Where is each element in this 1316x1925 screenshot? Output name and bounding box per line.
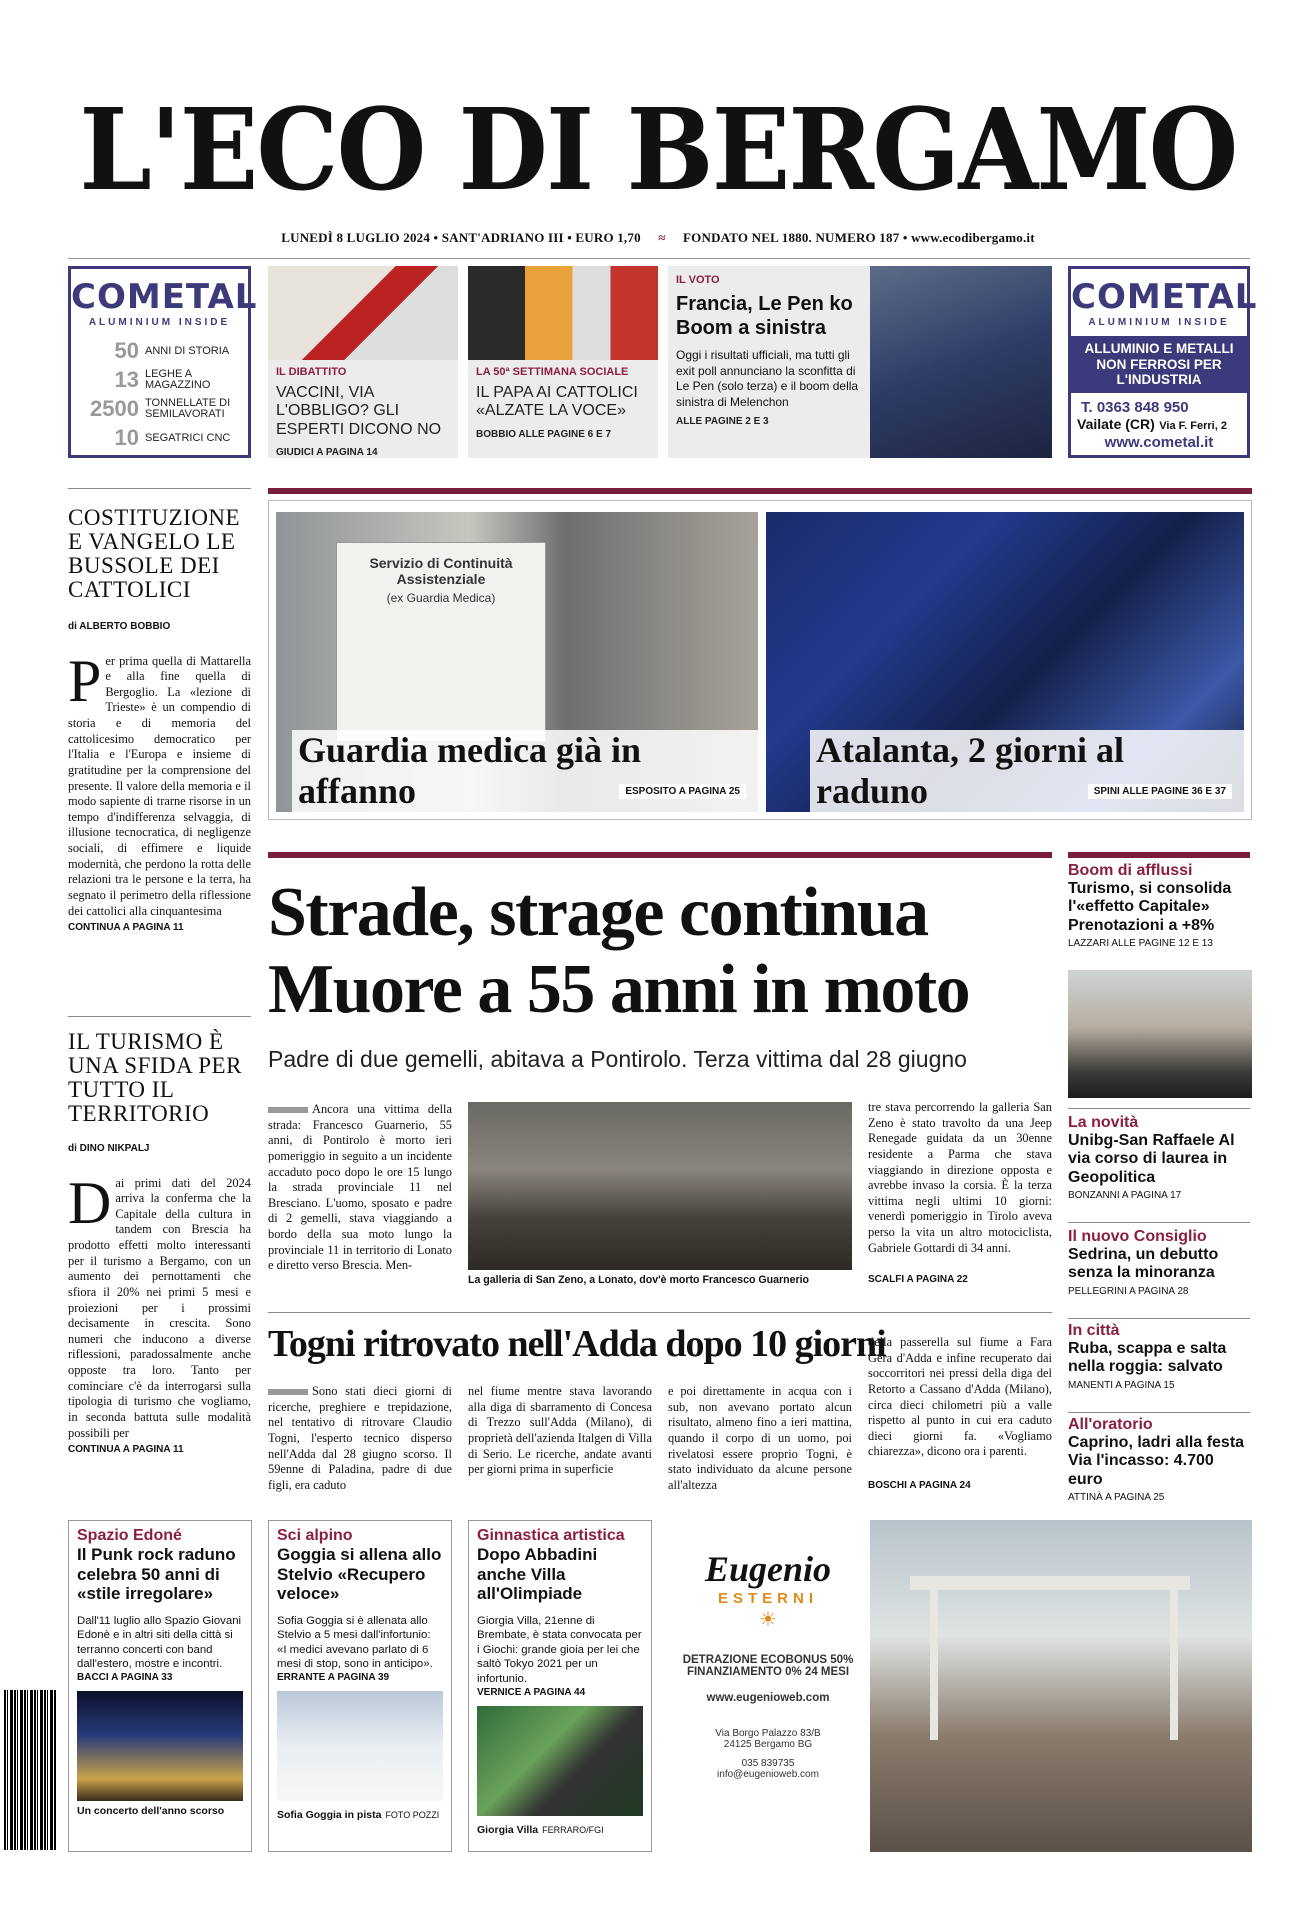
teaser-francia[interactable] [668, 266, 1052, 458]
eugenio-phone: 035 839735 [741, 1758, 795, 1769]
eugenio-web[interactable]: www.eugenioweb.com [706, 1692, 830, 1704]
eugenio-email: info@eugenioweb.com [717, 1769, 819, 1780]
pergola-photo [870, 1520, 1252, 1852]
eugenio-text-panel [668, 1520, 868, 1852]
sign-board [336, 542, 546, 742]
continua-link[interactable]: CONTINUA A PAGINA 11 [68, 1444, 184, 1456]
eugenio-address2: 24125 Bergamo BG [723, 1739, 813, 1750]
section-rule [1068, 852, 1250, 858]
second-column-2: nel fiume mentre stava lavorando alla diga di sbarramento di Concesa di Trezzo sull'Adda (Milano), di proprietà dell'azienda Italgen di Villa di Serio. Le ricerche, andate avanti per giorni prima in superficie [468, 1384, 652, 1477]
section-rule [268, 852, 1052, 858]
second-column-4: della passerella sul fiume a Fara Gera d'Adda e infine recuperato dai soccorritori nei pressi della diga del Retorto a Cassano d'Adda (Milano), circa dieci chilometri più a valle rispetto al punto in cui era caduto dieci giorni fa. «Vogliamo chiarezza», dicono ora i parenti. [868, 1335, 1052, 1459]
cometal-phone: T. 0363 848 950 [1081, 398, 1189, 416]
box-goggia[interactable]: Sci alpino Goggia si allena allo Stelvio «Recupero veloce» Sofia Goggia si è allenata allo Stelvio a 5 mesi dall'infortunio: «I medici avevano parlato di 6 mesi di stop, sono in anticipo». ERRANTE A PAGINA 39 Sofia Goggia in pista FOTO POZZI [268, 1520, 452, 1852]
eugenio-line1: DETRAZIONE ECOBONUS 50% [682, 1654, 854, 1666]
teaser-photo [268, 266, 458, 360]
editorial-text: Per prima quella di Mattarella e alla fine quella di Bergoglio. La «lezione di Trieste» è un compendio di storia e di memoria del cattolicesimo democratico per l'Italia e l'Europa e insieme di gratitudine per la comprensione del presente. Il valore della memoria e il modo sapiente di trarne risorse in un tempo d'indifferenza selvaggia, di illusione tecnocratica, di negligenze sociali, di effimere e liquide modernità, che perdono la rotta delle relazioni tra le persone e la terra, ha segnato il perimetro della riflessione dei cattolici alla cinquantesima [68, 647, 251, 918]
sign-subtitle: (ex Guardia Medica) [386, 591, 496, 605]
teaser-ref: BOBBIO ALLE PAGINE 6 E 7 [476, 428, 612, 440]
lead-subhead: Padre di due gemelli, abitava a Pontirolo. Terza vittima dal 28 giugno [268, 1046, 967, 1072]
cometal-logo: COMETAL [1071, 277, 1258, 317]
stat-row: 2500 TONNELLATE DI SEMILAVORATI [90, 396, 231, 421]
editorial-title: IL TURISMO È UNA SFIDA PER TUTTO IL TERRITORIO [68, 1029, 242, 1127]
teaser-kicker: IL VOTO [676, 274, 720, 286]
stat-row: 10 SEGATRICI CNC [114, 425, 231, 450]
second-ref[interactable]: BOSCHI A PAGINA 24 [868, 1480, 971, 1491]
photo-caption: Atalanta, 2 giorni al raduno [810, 730, 1244, 812]
teaser-kicker: LA 50ª SETTIMANA SOCIALE [476, 366, 629, 378]
teaser-text: Oggi i risultati ufficiali, ma tutti gli exit poll annunciano la sconfitta di Le Pen (solo terza) e il boom della sinistra di Melenchon [676, 348, 859, 409]
photo-turisti [1068, 970, 1252, 1098]
photo-caption: Guardia medica già in affanno [292, 730, 758, 812]
eugenio-line2: FINANZIAMENTO 0% 24 MESI [686, 1666, 850, 1678]
column-divider [68, 1016, 251, 1017]
ribbon-icon: ≈ [658, 230, 666, 245]
box-photo [77, 1691, 243, 1801]
sidebar-divider [1068, 1108, 1250, 1109]
section-rule [268, 488, 1252, 494]
sidebar-item-unibg[interactable]: La novità Unibg-San Raffaele Al via corso di laurea in Geopolitica BONZANNI A PAGINA 17 [1068, 1114, 1235, 1202]
eugenio-logo: Eugenio [704, 1549, 832, 1589]
photo-atalanta[interactable] [766, 512, 1244, 812]
pergola-post [930, 1590, 938, 1740]
barcode [4, 1690, 56, 1850]
photo-guardia-medica[interactable] [276, 512, 758, 812]
ad-cometal-left[interactable] [68, 266, 258, 458]
top-divider [68, 258, 1250, 259]
lead-headline-2[interactable]: Muore a 55 anni in moto [268, 951, 970, 1028]
ad-cometal-right[interactable] [1068, 266, 1258, 458]
teaser-photo [468, 266, 658, 360]
box-villa[interactable]: Ginnastica artistica Dopo Abbadini anche Villa all'Olimpiade Giorgia Villa, 21enne di Brembate, è stata convocata per i Giochi: grande gioia per lei che saltò Tokyo 2021 per un infortunio. VERNICE A PAGINA 44 Giorgia Villa FERRARO/FGI [468, 1520, 652, 1852]
dateline [0, 230, 1316, 246]
column-divider [68, 488, 251, 489]
melenchon-photo [870, 266, 1052, 458]
box-punk-rock[interactable]: Spazio Edoné Il Punk rock raduno celebra 50 anni di «stile irregolare» Dall'11 luglio allo Spazio Giovani Edonè e in altri siti della città si terranno concerti con band dall'estero, mostre e incontri. BACCI A PAGINA 33 Un concerto dell'anno scorso [68, 1520, 252, 1852]
teaser-papa[interactable] [468, 266, 658, 458]
dropcap: D [68, 1169, 112, 1236]
cometal-address: Vailate (CR) Via F. Ferri, 2 [1077, 415, 1227, 432]
teaser-headline: IL PAPA AI CATTOLICI «ALZATE LA VOCE» [476, 384, 638, 420]
photo-galleria[interactable] [468, 1102, 852, 1270]
photo-caption: La galleria di San Zeno, a Lonato, dov'è morto Francesco Guarnerio [468, 1274, 810, 1286]
sidebar-divider [1068, 1318, 1250, 1319]
box-photo [277, 1691, 443, 1801]
lead-column-1: Ancora una vittima della strada: Francesco Guarnerio, 55 anni, di Pontirolo è morto ieri pomeriggio in seguito a un incidente accaduto poco dopo le ore 15 lungo la strada provinciale 11 nel Bresciano. L'uomo, sposato e padre di 2 gemelli, stava viaggiando a bordo della sua moto lungo la provinciale 11 in territorio di Lonato e diretto verso Brescia. Men- [268, 1102, 452, 1273]
sidebar-divider [1068, 1222, 1250, 1223]
photo-ref: ESPOSITO A PAGINA 25 [619, 784, 746, 799]
teaser-kicker: IL DIBATTITO [276, 366, 347, 378]
sidebar-divider [1068, 1412, 1250, 1413]
dateline-left: LUNEDÌ 8 LUGLIO 2024 • SANT'ADRIANO III • EURO 1,70 [281, 230, 641, 245]
ad-eugenio[interactable] [668, 1520, 1252, 1852]
stat-row: 13 LEGHE A MAGAZZINO [114, 367, 211, 392]
sidebar-item-sedrina[interactable]: Il nuovo Consiglio Sedrina, un debutto senza la minoranza PELLEGRINI A PAGINA 28 [1068, 1228, 1219, 1297]
dropcap: P [68, 647, 102, 714]
editorial-text: Dai primi dati del 2024 arriva la conferma che la Capitale della cultura in tandem con Brescia ha prodotto effetti molto interessanti per il turismo a Bergamo, con un aumento dei pernottamenti che sfiora il 20% nei primi 5 mesi e proiezioni per i prossimi decisamente in crescita. Sono numeri che inducono a diverse riflessioni, paradossalmente anche opposte tra loro. Tanto per cominciare c'è da interrogarsi sulla tipologia di turismo che vogliamo, in seconda battuta sulle modalità possibili per [68, 1169, 251, 1440]
cometal-tagline: ALUMINIUM INSIDE [88, 317, 231, 328]
lead-column-3: tre stava percorrendo la galleria San Zeno è stato travolto da una Jeep Renegade guidata da un 30enne residente a Parma che stava viaggiando in direzione opposta e avrebbe invaso la corsia. È la terza vittima negli ultimi 10 giorni: venerdì pomeriggio in Tirolo aveva perso la vita un altro motociclista, Gabriele Gottardi di 34 anni. [868, 1100, 1052, 1255]
teaser-ref: GIUDICI A PAGINA 14 [276, 447, 378, 459]
pergola-post [1170, 1590, 1178, 1740]
sidebar-item-turismo[interactable]: Boom di afflussi Turismo, si consolida l'«effetto Capitale» Prenotazioni a +8% LAZZARI ALLE PAGINE 12 E 13 [1068, 862, 1232, 950]
photo-ref: SPINI ALLE PAGINE 36 E 37 [1088, 784, 1232, 799]
editorial-byline: di DINO NIKPALJ [68, 1142, 150, 1154]
teaser-vaccini[interactable] [268, 266, 458, 458]
cometal-logo: COMETAL [71, 277, 258, 317]
teaser-headline: Francia, Le Pen ko Boom a sinistra [676, 293, 853, 339]
lead-mark [268, 1389, 308, 1395]
cometal-banner: ALLUMINIO E METALLI NON FERROSI PER L'INDUSTRIA [1071, 336, 1247, 393]
sidebar-item-roggia[interactable]: In città Ruba, scappa e salta nella roggia: salvato MANENTI A PAGINA 15 [1068, 1322, 1227, 1391]
sign-title: Servizio di Continuità Assistenziale [369, 555, 513, 587]
pergola-roof [910, 1576, 1190, 1590]
stat-row: 50 ANNI DI STORIA [114, 338, 230, 363]
editorial-bobbio [68, 506, 251, 933]
eugenio-sub: ESTERNI [717, 1590, 818, 1607]
teaser-ref: ALLE PAGINE 2 E 3 [676, 416, 769, 428]
lead-headline-1[interactable]: Strade, strage continua [268, 874, 928, 951]
masthead-title: L'ECO DI BERGAMO [79, 85, 1237, 216]
editorial-byline: di ALBERTO BOBBIO [68, 620, 171, 632]
cometal-web[interactable]: www.cometal.it [1104, 433, 1214, 451]
lead-mark [268, 1107, 308, 1113]
second-column-3: e poi direttamente in acqua con i sub, non avevano portato alcun risultato, almeno fino a ieri mattina, quando il corpo di un uomo, poi rivelatosi essere proprio Togni, è stato individuato da alcune persone all'altezza [668, 1384, 852, 1492]
continua-link[interactable]: CONTINUA A PAGINA 11 [68, 922, 184, 934]
lead-ref[interactable]: SCALFI A PAGINA 22 [868, 1274, 968, 1285]
sun-icon: ☀ [759, 1609, 777, 1631]
sidebar-item-caprino[interactable]: All'oratorio Caprino, ladri alla festa Via l'incasso: 4.700 euro ATTINÀ A PAGINA 25 [1068, 1416, 1245, 1504]
editorial-nikpalj [68, 1030, 251, 1455]
second-headline[interactable]: Togni ritrovato nell'Adda dopo 10 giorni [268, 1323, 886, 1365]
eugenio-address1: Via Borgo Palazzo 83/B [715, 1728, 821, 1739]
box-photo [477, 1706, 643, 1816]
cometal-tagline: ALUMINIUM INSIDE [1088, 317, 1230, 328]
editorial-title: COSTITUZIONE E VANGELO LE BUSSOLE DEI CATTOLICI [68, 505, 241, 603]
second-column-1: Sono stati dieci giorni di ricerche, preghiere e trepidazione, nel tentativo di ritrovare Claudio Togni, l'esperto tecnico disperso nell'Adda dal 28 giugno scorso. Il 59enne di Paladina, padre di due figli, era caduto [268, 1384, 452, 1492]
dateline-right: FONDATO NEL 1880. NUMERO 187 • www.ecodibergamo.it [683, 230, 1035, 245]
story-divider [268, 1312, 1052, 1313]
teaser-headline: VACCINI, VIA L'OBBLIGO? GLI ESPERTI DICONO NO [276, 384, 442, 438]
